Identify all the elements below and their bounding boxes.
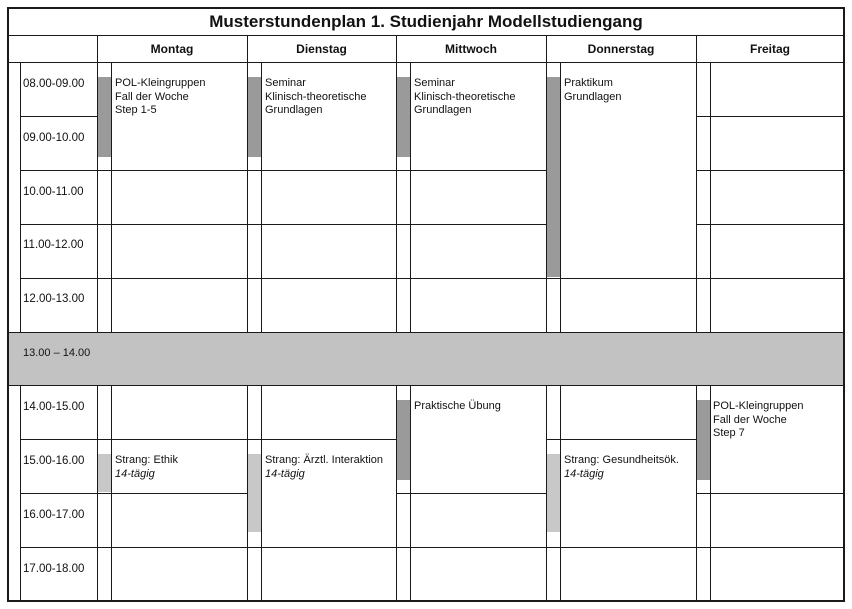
entry-thu-praktikum <box>564 77 622 104</box>
time-label: 08.00-09.00 <box>23 78 85 90</box>
grid-line <box>261 385 262 601</box>
entry-line: Seminar <box>414 77 455 89</box>
grid-line <box>396 493 546 494</box>
entry-mon-pol <box>115 77 206 118</box>
grid-line <box>97 493 247 494</box>
entry-line: POL-Kleingruppen <box>713 400 804 412</box>
grid-line <box>546 385 547 601</box>
bar-tue-seminar <box>248 77 261 157</box>
lunch-break-label: 13.00 – 14.00 <box>23 347 91 359</box>
day-header-dienstag: Dienstag <box>296 42 347 56</box>
grid-line <box>97 224 247 225</box>
grid-line <box>696 493 845 494</box>
grid-line <box>696 116 845 117</box>
grid-line <box>396 224 546 225</box>
entry-line: Grundlagen <box>564 90 622 103</box>
grid-line <box>696 547 845 548</box>
grid-line <box>410 62 411 332</box>
bar-wed-uebung <box>397 400 410 480</box>
grid-line <box>247 35 248 332</box>
entry-line: Grundlagen <box>414 104 472 116</box>
time-label: 16.00-17.00 <box>23 509 85 521</box>
grid-line <box>696 385 697 601</box>
entry-line: Strang: Ärztl. Interaktion <box>265 454 383 466</box>
grid-line <box>396 170 546 171</box>
grid-line <box>20 385 21 601</box>
entry-frequency: 14-tägig <box>265 467 305 480</box>
grid-line <box>247 224 396 225</box>
grid-line <box>20 278 97 279</box>
time-label: 15.00-16.00 <box>23 455 85 467</box>
bar-thu-gesundheit <box>547 454 560 532</box>
entry-mon-ethik <box>115 454 178 481</box>
grid-line <box>20 170 97 171</box>
entry-wed-seminar <box>414 77 516 118</box>
entry-line: Klinisch-theoretische <box>414 90 516 103</box>
entry-line: Grundlagen <box>265 104 323 116</box>
grid-line <box>396 385 397 601</box>
grid-line <box>7 600 845 602</box>
grid-line <box>546 547 696 548</box>
grid-line <box>696 224 845 225</box>
grid-line <box>247 278 396 279</box>
entry-line: Strang: Gesundheitsök. <box>564 454 679 466</box>
entry-line: Praktische Übung <box>414 400 501 412</box>
grid-line <box>20 62 21 332</box>
grid-line <box>97 385 98 601</box>
grid-line <box>7 62 845 63</box>
grid-line <box>261 62 262 332</box>
entry-thu-gesundheit <box>564 454 679 481</box>
day-header-montag: Montag <box>150 42 194 56</box>
grid-line <box>247 439 396 440</box>
grid-line <box>20 116 97 117</box>
grid-line <box>396 547 546 548</box>
entry-line: Fall der Woche <box>713 413 787 426</box>
grid-line <box>843 7 845 602</box>
day-header-donnerstag: Donnerstag <box>587 42 655 56</box>
grid-line <box>546 278 696 279</box>
grid-line <box>111 62 112 332</box>
bar-fri-pol <box>697 400 710 480</box>
grid-line <box>396 278 546 279</box>
entry-wed-uebung <box>414 400 501 414</box>
entry-line: Seminar <box>265 77 306 89</box>
grid-line <box>247 547 396 548</box>
grid-line <box>560 385 561 601</box>
time-label: 10.00-11.00 <box>23 186 84 198</box>
time-label: 09.00-10.00 <box>23 132 85 144</box>
grid-line <box>111 385 112 601</box>
entry-line: Fall der Woche <box>115 90 189 103</box>
time-label: 14.00-15.00 <box>23 401 85 413</box>
grid-line <box>20 493 97 494</box>
grid-line <box>546 35 547 332</box>
entry-tue-interaktion <box>265 454 383 481</box>
grid-line <box>396 35 397 332</box>
grid-line <box>20 439 97 440</box>
grid-line <box>696 35 697 332</box>
entry-line: POL-Kleingruppen <box>115 77 206 89</box>
grid-line <box>97 278 247 279</box>
day-header-mittwoch: Mittwoch <box>445 42 497 56</box>
bar-mon-ethik <box>98 454 111 492</box>
grid-line <box>97 547 247 548</box>
entry-frequency: 14-tägig <box>115 467 155 480</box>
grid-line <box>710 385 711 601</box>
bar-thu-praktikum <box>547 77 560 277</box>
time-label: 12.00-13.00 <box>23 293 85 305</box>
entry-tue-seminar <box>265 77 367 118</box>
grid-line <box>546 439 696 440</box>
time-label: 17.00-18.00 <box>23 563 85 575</box>
bar-tue-interaktion <box>248 454 261 532</box>
grid-line <box>410 385 411 601</box>
entry-line: Step 1-5 <box>115 104 157 116</box>
entry-line: Praktikum <box>564 77 613 89</box>
grid-line <box>560 62 561 332</box>
entry-line: Klinisch-theoretische <box>265 90 367 103</box>
grid-line <box>710 62 711 332</box>
day-header-freitag: Freitag <box>749 42 790 56</box>
grid-line <box>7 332 845 333</box>
grid-line <box>97 170 247 171</box>
grid-line <box>20 547 97 548</box>
grid-line <box>7 385 845 386</box>
lunch-break-band <box>7 332 844 385</box>
entry-line: Strang: Ethik <box>115 454 178 466</box>
time-label: 11.00-12.00 <box>23 239 84 251</box>
entry-line: Step 7 <box>713 427 745 439</box>
grid-line <box>247 385 248 601</box>
entry-fri-pol <box>713 400 804 441</box>
grid-line <box>97 35 98 332</box>
grid-line <box>7 7 9 602</box>
bar-wed-seminar <box>397 77 410 157</box>
grid-line <box>97 439 247 440</box>
bar-mon-pol <box>98 77 111 157</box>
grid-line <box>696 278 845 279</box>
page-title: Musterstundenplan 1. Studienjahr Modellstudiengang <box>209 12 643 31</box>
grid-line <box>20 224 97 225</box>
grid-line <box>247 170 396 171</box>
entry-frequency: 14-tägig <box>564 467 604 480</box>
grid-line <box>696 170 845 171</box>
